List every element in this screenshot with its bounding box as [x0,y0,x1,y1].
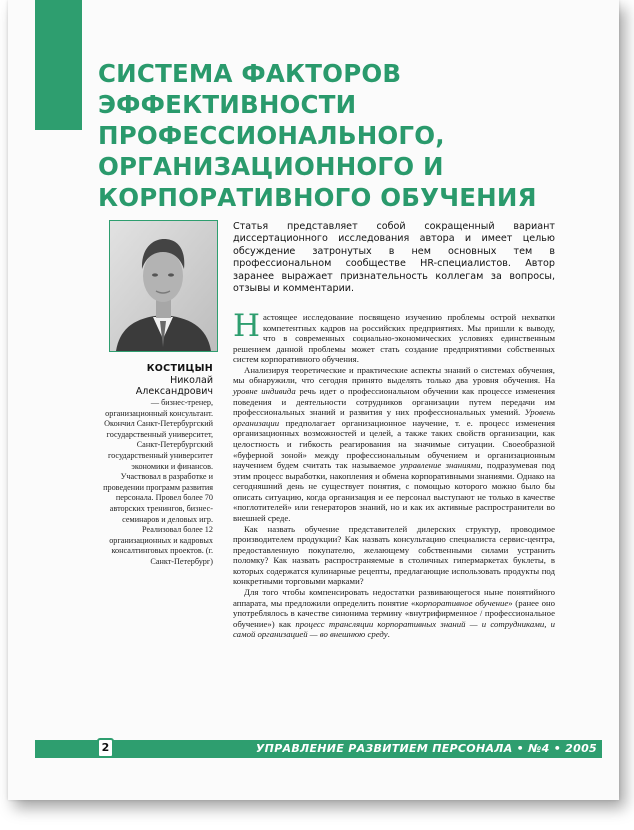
title-line: ПРОФЕССИОНАЛЬНОГО, [98,121,445,150]
body-paragraph: Анализируя теоретические и практические аспекты знаний о системах обучения, мы обнаружили, что сегодня принято выделять только два уровня обучения. На уровне индивида речь идет о профессиональном обучении как процессе изменения поведения и деятельности сотрудников организации путем передачи им профессиональных знаний и развития у них профессиональных умений. Уровень организации предполагает организационное научение, т. е. процесс изменения организационных возможностей и целей, а также таких свойств организации, как целостность и гибкость реагирования на значимые ситуации. Своеобразной «буферной зоной» между профессиональным обучением и организационным научением будем считать так называемое управление знаниями, подразумевая под этим процесс выработки, накопления и обмена корпоративными знаниями. Однако на сегодняшний день не существует понятия, с помощью которого можно было бы описать ситуацию, когда организация и ее персонал выступают не только в качестве «поглотителей» или генераторов знаний, но и как их активные распространители во внешней среде. [233,364,556,523]
page-number: 2 [97,738,114,758]
emphasis: Уровень организации [233,407,555,428]
green-corner-tab [35,0,82,130]
author-patronymic: Александрович [135,386,213,397]
title-line: ОРГАНИЗАЦИОННОГО И [98,152,444,181]
article-body [233,308,556,640]
emphasis: уровне индивида [233,386,296,397]
title-line: ЭФФЕКТИВНОСТИ [98,90,357,119]
journal-footer: УПРАВЛЕНИЕ РАЗВИТИЕМ ПЕРСОНАЛА • №4 • 2005 [255,742,597,755]
title-line: КОРПОРАТИВНОГО ОБУЧЕНИЯ [98,183,537,212]
author-surname: КОСТИЦЫН [146,363,213,374]
article-title [98,58,578,213]
magazine-page [8,0,619,800]
author-name [94,363,213,398]
article-abstract: Статья представляет собой сокращенный вариант диссертационного исследования автора и имеет целью обсуждение затронутых в нем основных тем в профессиональном сообществе HR-специалистов. Автор заранее выражает признательность коллегам за вопросы, отзывы и комментарии. [233,221,555,295]
body-paragraph: Для того чтобы компенсировать недостатки развивающегося ныне понятийного аппарата, мы предложили определить понятие «корпоративное обучение» (ранее оно употреблялось в качестве синонима термину «внутрифирменное / профессиональное обучение») как процесс трансляции корпоративных знаний — и сотрудниками, и самой организацией — во внешнюю среду. [233,587,556,640]
author-photo [109,220,218,352]
author-portrait [110,221,217,351]
emphasis: корпоративное обучение [415,597,509,608]
author-first-name: Николай [170,374,213,386]
drop-cap: Н [233,308,261,344]
title-line: СИСТЕМА ФАКТОРОВ [98,59,402,88]
body-paragraph: Настоящее исследование посвящено изучению проблемы острой нехватки компетентных кадров на российских предприятиях. Мы пришли к выводу, что в современных социально-экономических условиях единственным решением данной проблемы может стать создание предприятиями собственных систем корпоративного обучения. [233,308,555,365]
author-bio: — бизнес-тренер, организационный консультант. Окончил Санкт-Петербургский государственный университет, Санкт-Петербургский государственный университет экономики и финансов. Участвовал в разработке и проведении программ развития персонала. Провел более 70 авторских тренингов, бизнес-семинаров и деловых игр. Реализовал более 12 организационных и кадровых консалтинговых проектов. (г. Санкт-Петербург) [103,398,213,566]
emphasis: процесс трансляции корпоративных знаний — и сотрудниками, и самой организацией — во внешнюю среду [233,618,555,640]
body-paragraph: Как назвать обучение представителей дилерских структур, проводимое производителем продукции? Как назвать консультацию специалиста сервис-центра, предоставленную покупателю, желающему собственными силами устранить поломку? Как назвать распространяемые в столичных гипермаркетах буклеты, в которых содержатся кулинарные рецепты, предлагающие использовать продукты под конкретными торговыми марками? [233,523,555,587]
emphasis: управление знаниями [399,460,481,471]
